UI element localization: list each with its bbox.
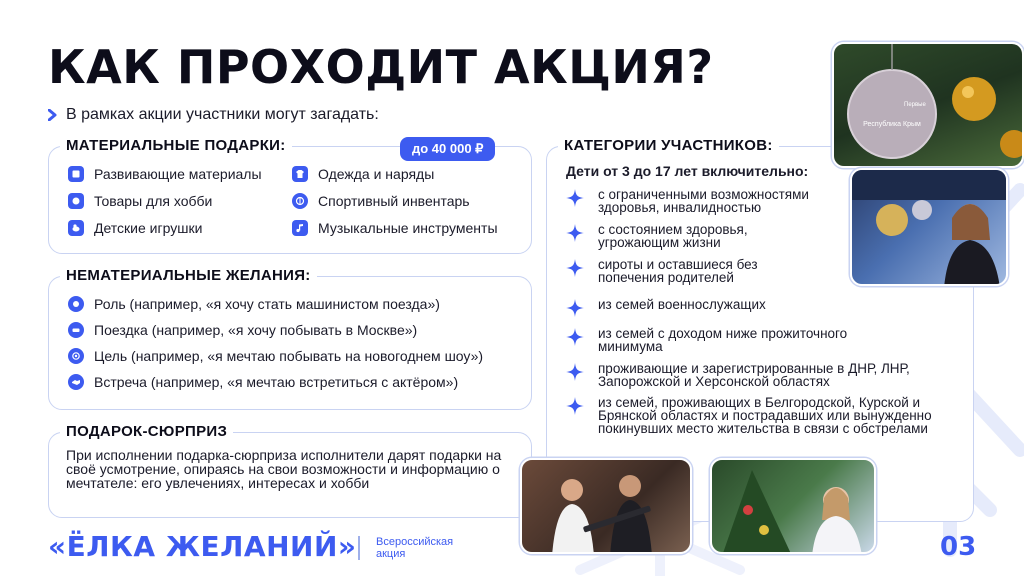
ornament-illustration	[834, 44, 1024, 168]
nonmaterial-item: Поездка (например, «я хочу побывать в Москве»)	[68, 322, 417, 338]
intro-line	[48, 106, 379, 124]
target-icon	[68, 348, 84, 364]
material-gifts-title: МАТЕРИАЛЬНЫЕ ПОДАРКИ:	[60, 137, 292, 154]
nonmaterial-item: Встреча (например, «я мечтаю встретиться с актёром»)	[68, 374, 458, 390]
ornament-logo-text: Первые	[904, 102, 926, 108]
material-item: Детские игрушки	[68, 220, 202, 236]
palette-icon	[68, 193, 84, 209]
category-item: из семей с доходом ниже прожиточного минимума	[566, 327, 966, 353]
categories-subtitle: Дети от 3 до 17 лет включительно:	[566, 163, 809, 179]
footer-divider	[358, 536, 360, 560]
surprise-gift-text: При исполнении подарка-сюрприза исполнители дарят подарки на своё усмотрение, опираясь на свои возможности и информацию о мечтателе: его увлечениях, интересах и хобби	[66, 447, 502, 491]
tree-illustration	[712, 460, 876, 554]
handshake-icon	[68, 374, 84, 390]
girl-illustration	[852, 170, 1008, 286]
category-item: из семей, проживающих в Белгородской, Курской и Брянской областях и пострадавших или вынужденно покинувших место жительства в связи с обстрелами	[566, 396, 966, 435]
nonmaterial-item: Роль (например, «я хочу стать машинистом поезда»)	[68, 296, 440, 312]
sparkle-star-icon	[566, 189, 584, 207]
price-limit-badge: до 40 000 ₽	[400, 137, 495, 161]
brand-logo-text: «ЁЛКА ЖЕЛАНИЙ»	[48, 530, 357, 563]
sparkle-star-icon	[566, 397, 584, 415]
footer-subtitle: Всероссийская акция	[376, 536, 454, 560]
surprise-gift-title: ПОДАРОК-СЮРПРИЗ	[60, 423, 233, 440]
category-item: с ограниченными возможностями здоровья, инвалидностью	[566, 188, 966, 214]
category-item: из семей военнослужащих	[566, 298, 966, 317]
ball-icon	[292, 193, 308, 209]
material-item: Музыкальные инструменты	[292, 220, 498, 236]
mask-icon	[68, 296, 84, 312]
category-item: сироты и оставшиеся без попечения родителей	[566, 258, 966, 284]
sparkle-star-icon	[566, 363, 584, 381]
duck-icon	[68, 220, 84, 236]
category-item: с состоянием здоровья, угрожающим жизни	[566, 223, 966, 249]
photo-girl-christmas-tree	[710, 458, 876, 554]
ornament-text: Республика Крым	[863, 121, 921, 128]
intro-text: В рамках акции участники могут загадать:	[66, 106, 379, 123]
material-item: Одежда и наряды	[292, 166, 434, 182]
book-icon	[68, 166, 84, 182]
nonmaterial-item: Цель (например, «я мечтаю побывать на новогоднем шоу»)	[68, 348, 483, 364]
categories-title: КАТЕГОРИИ УЧАСТНИКОВ:	[558, 137, 779, 154]
category-item: проживающие и зарегистрированные в ДНР, ЛНР, Запорожской и Херсонской областях	[566, 362, 966, 388]
sparkle-star-icon	[566, 299, 584, 317]
chevron-right-icon	[48, 109, 58, 121]
car-icon	[68, 322, 84, 338]
photo-girl-with-ornaments	[850, 168, 1008, 286]
material-item: Товары для хобби	[68, 193, 212, 209]
material-item: Спортивный инвентарь	[292, 193, 470, 209]
sparkle-star-icon	[566, 259, 584, 277]
page-number: 03	[940, 532, 977, 562]
sparkle-star-icon	[566, 328, 584, 346]
material-item: Развивающие материалы	[68, 166, 262, 182]
music-note-icon	[292, 220, 308, 236]
photo-boys-guitar	[520, 458, 692, 554]
boys-illustration	[522, 460, 692, 554]
nonmaterial-wishes-title: НЕМАТЕРИАЛЬНЫЕ ЖЕЛАНИЯ:	[60, 267, 317, 284]
photo-ornament	[832, 42, 1024, 168]
page-title: КАК ПРОХОДИТ АКЦИЯ?	[48, 40, 714, 94]
sparkle-star-icon	[566, 224, 584, 242]
tshirt-icon	[292, 166, 308, 182]
